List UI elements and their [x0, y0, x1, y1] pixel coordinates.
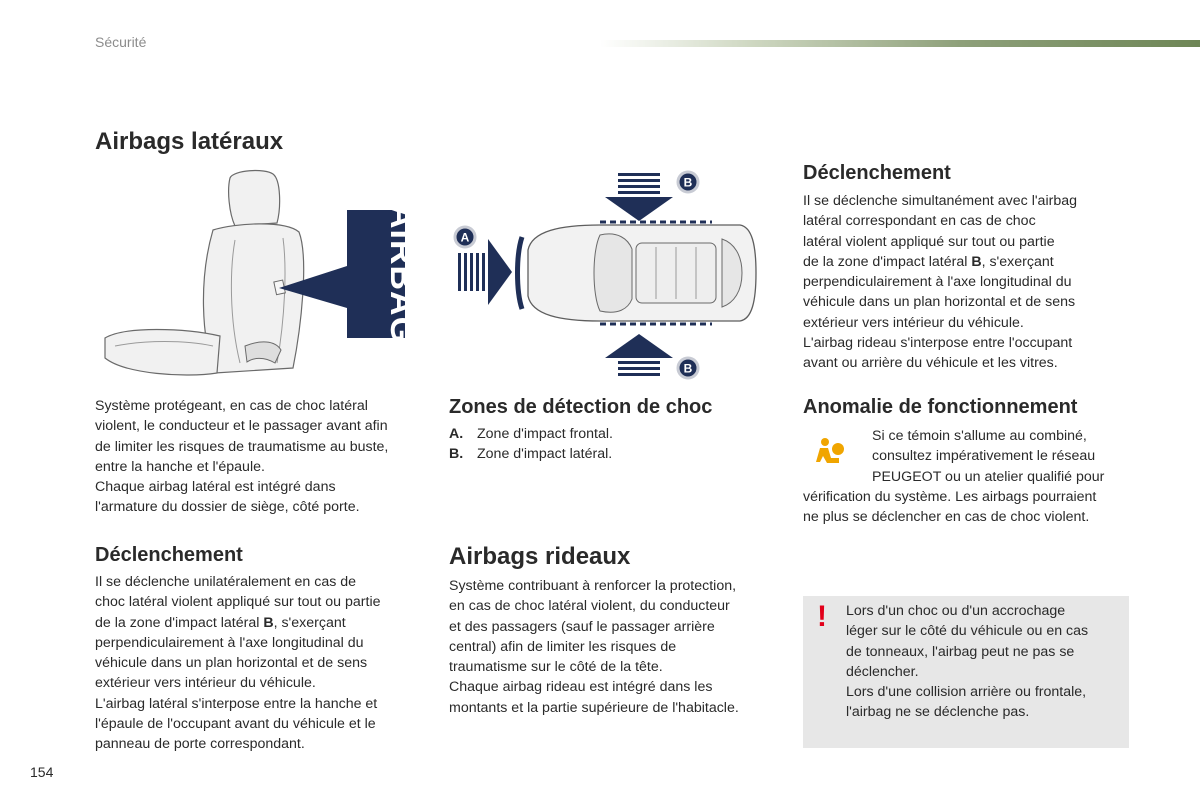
zone-key: B.	[449, 446, 464, 463]
text-fragment: de la zone d'impact latéral	[95, 614, 264, 631]
text-line: extérieur vers intérieur du véhicule.	[803, 314, 1024, 331]
text-line: ne plus se déclencher en cas de choc violent.	[803, 509, 1090, 526]
text-line: en cas de choc latéral violent, du conducteur	[449, 598, 730, 615]
text-line: Lors d'un choc ou d'un accrochage	[846, 603, 1066, 619]
zone-item-b	[449, 444, 769, 464]
text-line: perpendiculairement à l'axe longitudinal du	[95, 634, 364, 651]
text-line: Si ce témoin s'allume au combiné,	[872, 428, 1087, 444]
warning-text	[846, 601, 1126, 723]
label-a: A	[460, 230, 470, 245]
text-line: véhicule dans un plan horizontal et de sens	[95, 655, 368, 672]
intro-line: Système protégeant, en cas de choc latéral	[95, 398, 368, 414]
malfunction-title: Anomalie de fonctionnement	[803, 396, 1078, 418]
zone-key: A.	[449, 426, 464, 442]
text-line: PEUGEOT ou un atelier qualifié pour	[872, 468, 1105, 485]
zones-title: Zones de détection de choc	[449, 396, 713, 418]
zone-b-ref: B	[263, 614, 274, 631]
text-line: Lors d'une collision arrière ou frontale,	[846, 684, 1087, 701]
warning-exclamation-icon: !	[817, 600, 827, 633]
text-line: léger sur le côté du véhicule ou en cas	[846, 623, 1089, 640]
page-number: 154	[30, 764, 54, 780]
label-b-bottom: B	[683, 361, 693, 376]
right-deployment-title: Déclenchement	[803, 162, 951, 184]
header-bar	[600, 40, 1200, 47]
zone-text: Zone d'impact frontal.	[477, 426, 613, 442]
text-line: L'airbag rideau s'interpose entre l'occupant	[803, 335, 1073, 352]
text-line: latéral violent appliqué sur tout ou partie	[803, 233, 1055, 250]
left-deployment-title: Déclenchement	[95, 544, 243, 566]
intro-line: violent, le conducteur et le passager avant afin	[95, 418, 388, 435]
text-line: L'airbag latéral s'interpose entre la hanche et	[95, 695, 378, 712]
airbag-badge-text: AIRBAG	[383, 203, 421, 345]
text-fragment: , s'exerçant	[273, 614, 346, 631]
malfunction-text-full	[803, 487, 1143, 528]
seat-illustration	[95, 168, 421, 383]
airbag-warning-light-icon	[812, 436, 848, 472]
text-line: l'airbag ne se déclenche pas.	[846, 704, 1030, 721]
text-line: vérification du système. Les airbags pourraient	[803, 489, 1097, 505]
text-line	[95, 613, 425, 633]
text-line: perpendiculairement à l'axe longitudinal du	[803, 274, 1072, 291]
text-line: panneau de porte correspondant.	[95, 736, 305, 753]
text-line: déclencher.	[846, 663, 919, 680]
text-line: Système contribuant à renforcer la protection,	[449, 578, 737, 594]
text-line: Chaque airbag rideau est intégré dans les	[449, 679, 713, 696]
text-line: montants et la partie supérieure de l'habitacle.	[449, 699, 739, 716]
text-line: consultez impérativement le réseau	[872, 448, 1096, 465]
page-title: Airbags latéraux	[95, 128, 284, 155]
impact-zones-diagram	[450, 165, 780, 385]
curtain-title: Airbags rideaux	[449, 543, 631, 570]
zone-text: Zone d'impact latéral.	[477, 446, 613, 463]
intro-line: l'armature du dossier de siège, côté porte.	[95, 499, 360, 516]
curtain-text	[449, 576, 779, 718]
text-line: Il se déclenche simultanément avec l'airbag	[803, 193, 1077, 209]
zone-item-a	[449, 424, 769, 444]
zones-list	[449, 424, 769, 465]
zone-b-ref: B	[971, 253, 982, 270]
intro-line: de limiter les risques de traumatisme au buste,	[95, 438, 389, 455]
text-line: Il se déclenche unilatéralement en cas de	[95, 574, 357, 590]
text-line: central) afin de limiter les risques de	[449, 638, 677, 655]
intro-line: Chaque airbag latéral est intégré dans	[95, 479, 336, 496]
text-line: latéral correspondant en cas de choc	[803, 213, 1036, 230]
text-line	[803, 252, 1133, 272]
label-b-top: B	[683, 175, 693, 190]
text-fragment: , s'exerçant	[981, 253, 1054, 270]
intro-line: entre la hanche et l'épaule.	[95, 458, 265, 475]
text-line: et des passagers (sauf le passager arrière	[449, 618, 715, 635]
text-line: de tonneaux, l'airbag peut ne pas se	[846, 643, 1075, 660]
section-label: Sécurité	[95, 34, 147, 50]
left-deployment-text	[95, 572, 425, 755]
text-line: traumatisme sur le côté de la tête.	[449, 659, 663, 676]
text-line: l'épaule de l'occupant avant du véhicule et le	[95, 716, 376, 733]
text-line: avant ou arrière du véhicule et les vitres.	[803, 355, 1058, 372]
text-line: extérieur vers intérieur du véhicule.	[95, 675, 316, 692]
text-line: véhicule dans un plan horizontal et de sens	[803, 294, 1076, 311]
text-fragment: de la zone d'impact latéral	[803, 253, 972, 270]
text-line: choc latéral violent appliqué sur tout ou partie	[95, 594, 381, 611]
right-deployment-text	[803, 191, 1133, 374]
intro-text	[95, 396, 425, 518]
malfunction-text-indented	[872, 426, 1142, 487]
